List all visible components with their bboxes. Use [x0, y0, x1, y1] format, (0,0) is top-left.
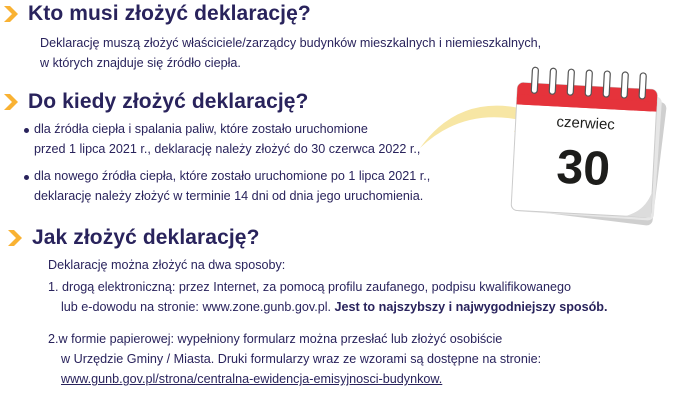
method-1-number: 1.	[48, 280, 59, 294]
bullet-dot	[24, 128, 29, 133]
section-heading-who: Kto musi złożyć deklarację?	[28, 2, 311, 25]
deadline-bullet-1-line-2: przed 1 lipca 2021 r., deklarację należy złożyć do 30 czerwca 2022 r.,	[34, 142, 421, 156]
method-2-line-2: w Urzędzie Gminy / Miasta. Druki formularzy wraz ze wzorami są dostępne na stronie:	[61, 352, 542, 366]
who-text-line-1: Deklarację muszą złożyć właściciele/zarządcy budynków mieszkalnych i niemieszkalnych,	[40, 36, 542, 50]
zone-link[interactable]: www.zone.gunb.gov.pl.	[202, 300, 332, 314]
section-heading-when: Do kiedy złożyć deklarację?	[28, 90, 309, 113]
gunb-link[interactable]: www.gunb.gov.pl/strona/centralna-ewidencja-emisyjnosci-budynkow.	[61, 372, 443, 386]
method-1	[48, 277, 571, 297]
method-1-line-2-start: lub e-dowodu na stronie:	[61, 300, 199, 314]
chevron-right-icon	[8, 230, 22, 246]
who-text-line-2: w których znajduje się źródło ciepła.	[40, 56, 241, 70]
calendar-day: 30	[555, 140, 612, 197]
deadline-bullet-1-line-1: dla źródła ciepła i spalania paliw, które zostało uruchomione	[34, 122, 368, 136]
how-intro: Deklarację można złożyć na dwa sposoby:	[48, 258, 286, 272]
method-1-emphasis: Jest to najszybszy i najwygodniejszy sposób.	[334, 300, 608, 314]
method-1-line-1: drogą elektroniczną: przez Internet, za pomocą profilu zaufanego, podpisu kwalifikowanego	[62, 280, 571, 294]
chevron-right-icon	[4, 6, 18, 22]
chevron-right-icon	[4, 94, 18, 110]
section-heading-how: Jak złożyć deklarację?	[32, 226, 260, 249]
method-2-line-3	[61, 369, 442, 389]
deadline-bullet-2-line-1: dla nowego źródła ciepła, które zostało uruchomione po 1 lipca 2021 r.,	[34, 169, 431, 183]
method-2	[48, 329, 502, 349]
calendar-month: czerwiec	[556, 113, 616, 134]
calendar-page	[511, 66, 658, 217]
calendar-icon	[400, 60, 670, 230]
deadline-bullet-2-line-2: deklarację należy złożyć w terminie 14 dni od dnia jego uruchomienia.	[34, 189, 424, 203]
calendar-illustration	[400, 60, 670, 230]
method-2-number: 2.	[48, 332, 59, 346]
bullet-dot	[24, 175, 29, 180]
method-2-line-1: w formie papierowej: wypełniony formularz można przesłać lub złożyć osobiście	[58, 332, 503, 346]
method-1-line-2	[61, 297, 607, 317]
